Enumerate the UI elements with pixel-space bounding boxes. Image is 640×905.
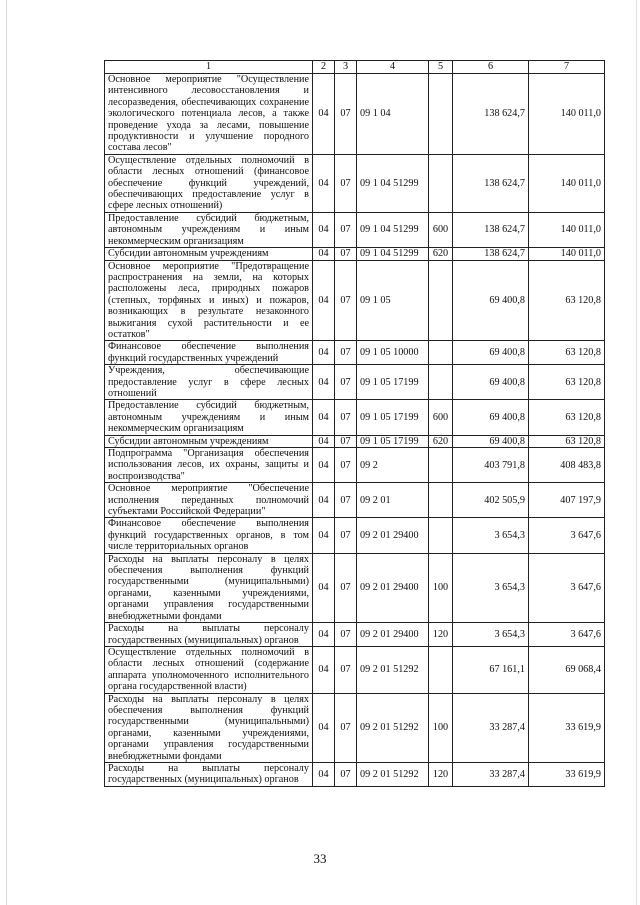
row-amount-year1: 33 287,4 [453,762,529,786]
row-name: Основное мероприятие "Осуществление интенсивного лесовосстановления и лесоразведения, обеспечивающих сохранение экологического потенциала лесов, а также проведение ухода за лесами, повышение продуктивности и улучшение породного состава лесов" [105,74,313,155]
row-expense-type: 100 [429,553,453,622]
row-expense-type: 120 [429,623,453,647]
row-amount-year2: 140 011,0 [529,74,605,155]
row-amount-year2: 140 011,0 [529,154,605,212]
table-row [105,400,605,435]
row-name: Субсидии автономным учреждениям [105,435,313,447]
row-amount-year1: 3 654,3 [453,623,529,647]
row-target-article: 09 1 05 [357,260,429,341]
row-expense-type: 600 [429,212,453,247]
col-header-year2: 7 [529,61,605,74]
row-amount-year2: 3 647,6 [529,518,605,553]
row-target-article: 09 2 01 51292 [357,693,429,762]
table-row [105,693,605,762]
row-target-article: 09 2 01 51292 [357,646,429,693]
row-expense-type: 620 [429,248,453,260]
row-subsection: 07 [335,646,357,693]
row-name: Расходы на выплаты персоналу государственных (муниципальных) органов [105,762,313,786]
table-row [105,553,605,622]
row-target-article: 09 1 04 [357,74,429,155]
row-amount-year1: 138 624,7 [453,212,529,247]
row-subsection: 07 [335,448,357,483]
row-expense-type [429,154,453,212]
row-amount-year1: 69 400,8 [453,400,529,435]
row-amount-year1: 69 400,8 [453,365,529,400]
row-name: Финансовое обеспечение выполнения функций государственных органов, в том числе территориальных органов [105,518,313,553]
row-name: Расходы на выплаты персоналу государственных (муниципальных) органов [105,623,313,647]
row-section: 04 [313,693,335,762]
page-number: 33 [313,851,327,866]
table-row [105,74,605,155]
row-section: 04 [313,553,335,622]
row-section: 04 [313,435,335,447]
row-section: 04 [313,448,335,483]
row-name: Субсидии автономным учреждениям [105,248,313,260]
row-subsection: 07 [335,365,357,400]
row-target-article: 09 1 04 51299 [357,212,429,247]
row-section: 04 [313,248,335,260]
row-section: 04 [313,518,335,553]
row-amount-year1: 3 654,3 [453,518,529,553]
row-target-article: 09 1 05 17199 [357,435,429,447]
row-amount-year1: 67 161,1 [453,646,529,693]
row-name: Расходы на выплаты персоналу в целях обеспечения выполнения функций государственными (муниципальными) органами, казенными учреждениями, органами управления государственными внебюджетными фондами [105,693,313,762]
row-section: 04 [313,762,335,786]
table-row [105,212,605,247]
table-row [105,154,605,212]
table-row [105,341,605,365]
row-expense-type [429,518,453,553]
col-header-section: 2 [313,61,335,74]
table-row [105,435,605,447]
row-target-article: 09 1 04 51299 [357,154,429,212]
row-expense-type [429,483,453,518]
row-amount-year2: 407 197,9 [529,483,605,518]
table-row [105,646,605,693]
row-target-article: 09 2 01 29400 [357,518,429,553]
row-subsection: 07 [335,553,357,622]
row-amount-year1: 402 505,9 [453,483,529,518]
row-subsection: 07 [335,518,357,553]
row-amount-year1: 69 400,8 [453,260,529,341]
row-section: 04 [313,341,335,365]
row-subsection: 07 [335,483,357,518]
row-name: Подпрограмма "Организация обеспечения использования лесов, их охраны, защиты и воспроизводства" [105,448,313,483]
row-amount-year2: 63 120,8 [529,435,605,447]
row-expense-type: 600 [429,400,453,435]
row-section: 04 [313,74,335,155]
table-row [105,483,605,518]
row-section: 04 [313,365,335,400]
table-row [105,623,605,647]
row-amount-year2: 3 647,6 [529,623,605,647]
scan-edge-right [636,0,637,905]
row-expense-type [429,365,453,400]
row-subsection: 07 [335,762,357,786]
row-expense-type [429,448,453,483]
table-row [105,260,605,341]
row-amount-year2: 63 120,8 [529,341,605,365]
row-name: Основное мероприятие "Предотвращение распространения на земли, на которых расположены леса, природных пожаров (степных, торфяных и иных) и пожаров, возникающих в результате незаконного выжигания сухой растительности и ее остатков" [105,260,313,341]
row-section: 04 [313,260,335,341]
row-subsection: 07 [335,260,357,341]
row-expense-type: 620 [429,435,453,447]
col-header-name: 1 [105,61,313,74]
row-amount-year1: 69 400,8 [453,435,529,447]
table-row [105,762,605,786]
row-expense-type: 100 [429,693,453,762]
row-subsection: 07 [335,400,357,435]
row-amount-year1: 3 654,3 [453,553,529,622]
row-subsection: 07 [335,435,357,447]
row-target-article: 09 1 05 10000 [357,341,429,365]
row-subsection: 07 [335,154,357,212]
row-expense-type [429,341,453,365]
row-section: 04 [313,400,335,435]
row-amount-year2: 63 120,8 [529,365,605,400]
row-subsection: 07 [335,623,357,647]
row-section: 04 [313,212,335,247]
col-header-subsection: 3 [335,61,357,74]
row-section: 04 [313,646,335,693]
row-name: Основное мероприятие "Обеспечение исполнения переданных полномочий субъектами Российской Федерации" [105,483,313,518]
row-amount-year1: 69 400,8 [453,341,529,365]
row-target-article: 09 2 [357,448,429,483]
row-subsection: 07 [335,248,357,260]
row-amount-year1: 138 624,7 [453,248,529,260]
header-row [105,61,605,74]
row-amount-year2: 408 483,8 [529,448,605,483]
row-target-article: 09 2 01 51292 [357,762,429,786]
row-target-article: 09 2 01 29400 [357,553,429,622]
row-amount-year2: 63 120,8 [529,260,605,341]
row-expense-type: 120 [429,762,453,786]
table-row [105,518,605,553]
row-subsection: 07 [335,693,357,762]
row-subsection: 07 [335,74,357,155]
row-name: Осуществление отдельных полномочий в области лесных отношений (финансовое обеспечение функций учреждений, обеспечивающих предоставление услуг в сфере лесных отношений) [105,154,313,212]
table-row [105,248,605,260]
row-section: 04 [313,483,335,518]
row-section: 04 [313,154,335,212]
row-amount-year1: 33 287,4 [453,693,529,762]
row-section: 04 [313,623,335,647]
row-amount-year1: 403 791,8 [453,448,529,483]
row-expense-type [429,646,453,693]
table-row [105,448,605,483]
row-target-article: 09 1 05 17199 [357,400,429,435]
row-target-article: 09 2 01 29400 [357,623,429,647]
table-row [105,365,605,400]
col-header-year1: 6 [453,61,529,74]
row-subsection: 07 [335,341,357,365]
row-name: Предоставление субсидий бюджетным, автономным учреждениям и иным некоммерческим организациям [105,400,313,435]
row-subsection: 07 [335,212,357,247]
row-expense-type [429,74,453,155]
row-amount-year2: 140 011,0 [529,212,605,247]
row-target-article: 09 1 04 51299 [357,248,429,260]
col-header-target-article: 4 [357,61,429,74]
row-amount-year2: 69 068,4 [529,646,605,693]
row-target-article: 09 1 05 17199 [357,365,429,400]
row-amount-year2: 33 619,9 [529,762,605,786]
row-amount-year2: 3 647,6 [529,553,605,622]
row-amount-year2: 33 619,9 [529,693,605,762]
row-name: Учреждения, обеспечивающие предоставление услуг в сфере лесных отношений [105,365,313,400]
row-name: Осуществление отдельных полномочий в области лесных отношений (содержание аппарата уполномоченного исполнительного органа государственной власти) [105,646,313,693]
row-amount-year1: 138 624,7 [453,74,529,155]
scan-edge-left [6,0,7,905]
row-name: Предоставление субсидий бюджетным, автономным учреждениям и иным некоммерческим организациям [105,212,313,247]
row-amount-year1: 138 624,7 [453,154,529,212]
row-amount-year2: 140 011,0 [529,248,605,260]
budget-table [104,60,605,787]
col-header-expense-type: 5 [429,61,453,74]
row-amount-year2: 63 120,8 [529,400,605,435]
row-target-article: 09 2 01 [357,483,429,518]
row-expense-type [429,260,453,341]
row-name: Финансовое обеспечение выполнения функций государственных учреждений [105,341,313,365]
row-name: Расходы на выплаты персоналу в целях обеспечения выполнения функций государственными (муниципальными) органами, казенными учреждениями, органами управления государственными внебюджетными фондами [105,553,313,622]
